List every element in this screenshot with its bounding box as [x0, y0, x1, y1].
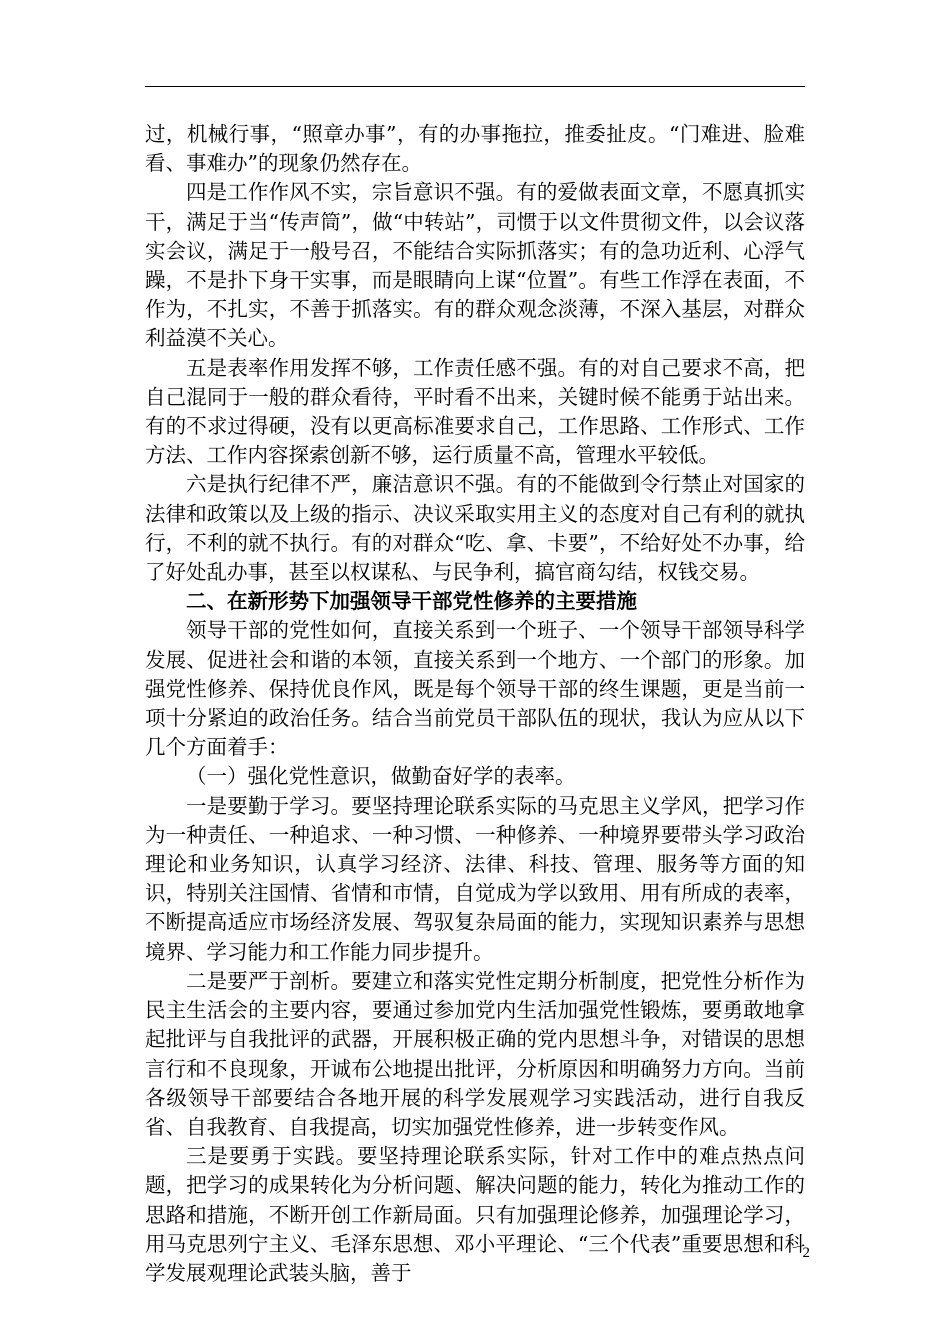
paragraph: [145, 792, 805, 967]
header-rule: [145, 86, 805, 87]
paragraph: [145, 967, 805, 1142]
paragraph-text: 三是要勇于实践。要坚持理论联系实际，针对工作中的难点热点问题，把学习的成果转化为分析问题、解决问题的能力，转化为推动工作的思路和措施，不断开创工作新局面。只有加强理论修养，加强理论学习，用马克思列宁主义、毛泽东思想、邓小平理论、“三个代表”重要思想和科学发展观理论武装头脑，善于: [145, 1144, 805, 1285]
paragraph-text: 有的对自己要求不高，把自己混同于一般的群众看待，平时看不出来，关键时候不能勇于站出来。有的不求过得硬，没有以更高标准要求自己，工作思路、工作形式、工作方法、工作内容探索创新不够，运行质量不高，管理水平较低。: [145, 355, 806, 468]
paragraph-lead: （一）强化党性意识，做勤奋好学的表率。: [186, 764, 576, 789]
paragraph-text: 有的不能做到令行禁止对国家的法律和政策以及上级的指示、决议采取实用主义的态度对自己有利的就执行，不利的就不执行。有的对群众“吃、拿、卡要”，不给好处不办事，给了好处乱办事，甚至以权谋私、与民争利，搞官商勾结，权钱交易。: [145, 472, 806, 585]
paragraph: [145, 354, 805, 471]
page-number: 2: [802, 1245, 810, 1261]
paragraph-text: 有的爱做表面文章，不愿真抓实干，满足于当“传声筒”，做“中转站”，司惯于以文件贯彻文件，以会议落实会议，满足于一般号召，不能结合实际抓落实；有的急功近利、心浮气躁，不是扑下身干实事，而是眼睛向上谋“位置”。有些工作浮在表面，不作为，不扎实，不善于抓落实。有的群众观念淡薄，不深入基层，对群众利益漠不关心。: [145, 180, 806, 351]
paragraph: [145, 120, 805, 178]
paragraph: [145, 470, 805, 587]
section-heading: 二、在新形势下加强领导干部党性修养的主要措施: [186, 589, 637, 614]
paragraph-text: 一是要勤于学习。要坚持理论联系实际的马克思主义学风，把学习作为一种责任、一种追求、一种习惯、一种修养、一种境界要带头学习政治理论和业务知识，认真学习经济、法律、科技、管理、服务等方面的知识，特别关注国情、省情和市情，自觉成为学以致用、用有所成的表率，不断提高适应市场经济发展、驾驭复杂局面的能力，实现知识素养与思想境界、学习能力和工作能力同步提升。: [145, 793, 805, 964]
paragraph-lead: 四是工作作风不实，宗旨意识不强。: [186, 180, 517, 205]
paragraph-lead: 五是表率作用发挥不够，工作责任感不强。: [186, 355, 579, 380]
paragraph-text: 二是要严于剖析。要建立和落实党性定期分析制度，把党性分析作为民主生活会的主要内容，要通过参加党内生活加强党性锻炼，要勇敢地拿起批评与自我批评的武器，开展积极正确的党内思想斗争，对错误的思想言行和不良现象，开诚布公地提出批评，分析原因和明确努力方向。当前各级领导干部要结合各地开展的科学发展观学习实践活动，进行自我反省、自我教育、自我提高，切实加强党性修养，进一步转变作风。: [145, 968, 805, 1139]
body-text: [145, 120, 805, 1288]
paragraph-text: 过，机械行事，“照章办事”，有的办事拖拉，推委扯皮。“门难进、脸难看、事难办”的现象仍然存在。: [145, 122, 805, 176]
paragraph-text: 领导干部的党性如何，直接关系到一个班子、一个领导干部领导科学发展、促进社会和谐的本领，直接关系到一个地方、一个部门的形象。加强党性修养、保持优良作风，既是每个领导干部的终生课题，更是当前一项十分紧迫的政治任务。结合当前党员干部队伍的现状，我认为应从以下几个方面着手：: [145, 618, 805, 760]
paragraph: [145, 178, 805, 353]
subsection-heading: [145, 762, 805, 791]
paragraph-lead: 六是执行纪律不严，廉洁意识不强。: [186, 472, 517, 497]
paragraph: [145, 616, 805, 762]
paragraph: [145, 1142, 805, 1288]
